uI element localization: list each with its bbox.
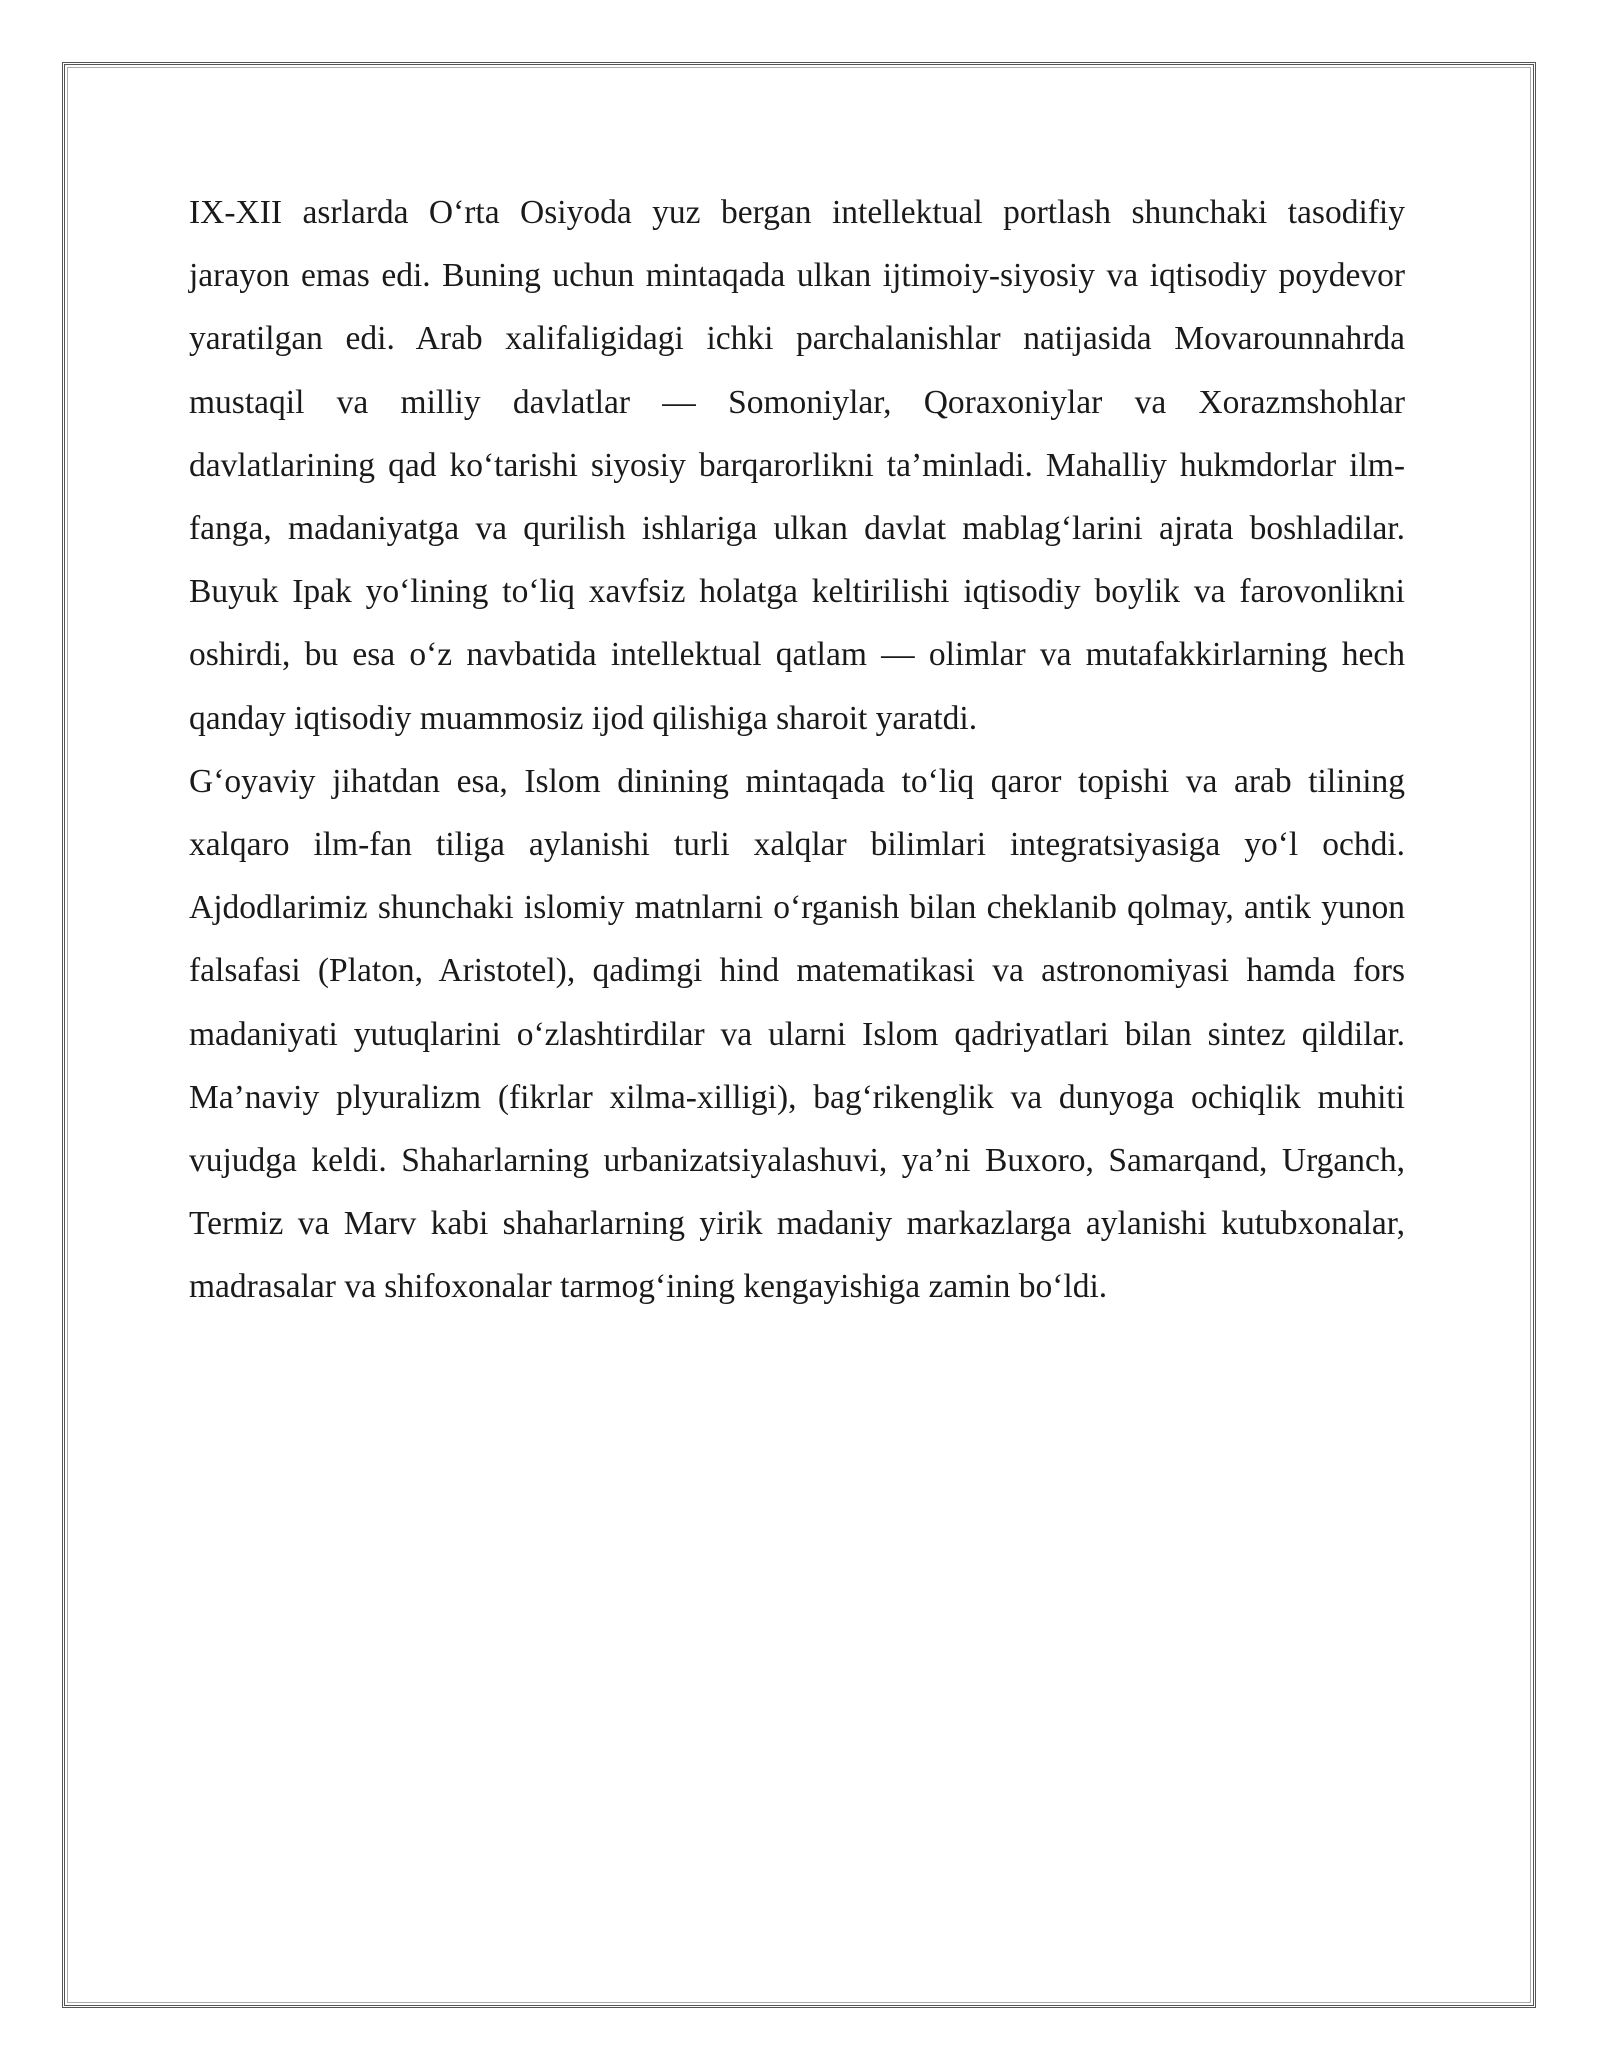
document-body [189,181,1405,1319]
paragraph-2: G‘oyaviy jihatdan esa, Islom dinining mintaqada to‘liq qaror topishi va arab tilining xalqaro ilm-fan tiliga aylanishi turli xalqlar bilimlari integratsiyasiga yo‘l ochdi. Ajdodlarimiz shunchaki islomiy matnlarni o‘rganish bilan cheklanib qolmay, antik yunon falsafasi (Platon, Aristotel), qadimgi hind matematikasi va astronomiyasi hamda fors madaniyati yutuqlarini o‘zlashtirdilar va ularni Islom qadriyatlari bilan sintez qildilar. Ma’naviy plyuralizm (fikrlar xilma-xilligi), bag‘rikenglik va dunyoga ochiqlik muhiti vujudga keldi. Shaharlarning urbanizatsiyalashuvi, ya’ni Buxoro, Samarqand, Urganch, Termiz va Marv kabi shaharlarning yirik madaniy markazlarga aylanishi kutubxonalar, madrasalar va shifoxonalar tarmog‘ining kengayishiga zamin bo‘ldi. [189,762,1405,1306]
paragraph-1: IX-XII asrlarda O‘rta Osiyoda yuz bergan intellektual portlash shunchaki tasodifiy jarayon emas edi. Buning uchun mintaqada ulkan ijtimoiy-siyosiy va iqtisodiy poydevor yaratilgan edi. Arab xalifaligidagi ichki parchalanishlar natijasida Movarounnahrda mustaqil va milliy davlatlar — Somoniylar, Qoraxoniylar va Xorazmshohlar davlatlarining qad ko‘tarishi siyosiy barqarorlikni ta’minladi. Mahalliy hukmdorlar ilm-fanga, madaniyatga va qurilish ishlariga ulkan davlat mablag‘larini ajrata boshladilar. Buyuk Ipak yo‘lining to‘liq xavfsiz holatga keltirilishi iqtisodiy boylik va farovonlikni oshirdi, bu esa o‘z navbatida intellektual qatlam — olimlar va mutafakkirlarning hech qanday iqtisodiy muammosiz ijod qilishiga sharoit yaratdi. [189,194,1405,737]
